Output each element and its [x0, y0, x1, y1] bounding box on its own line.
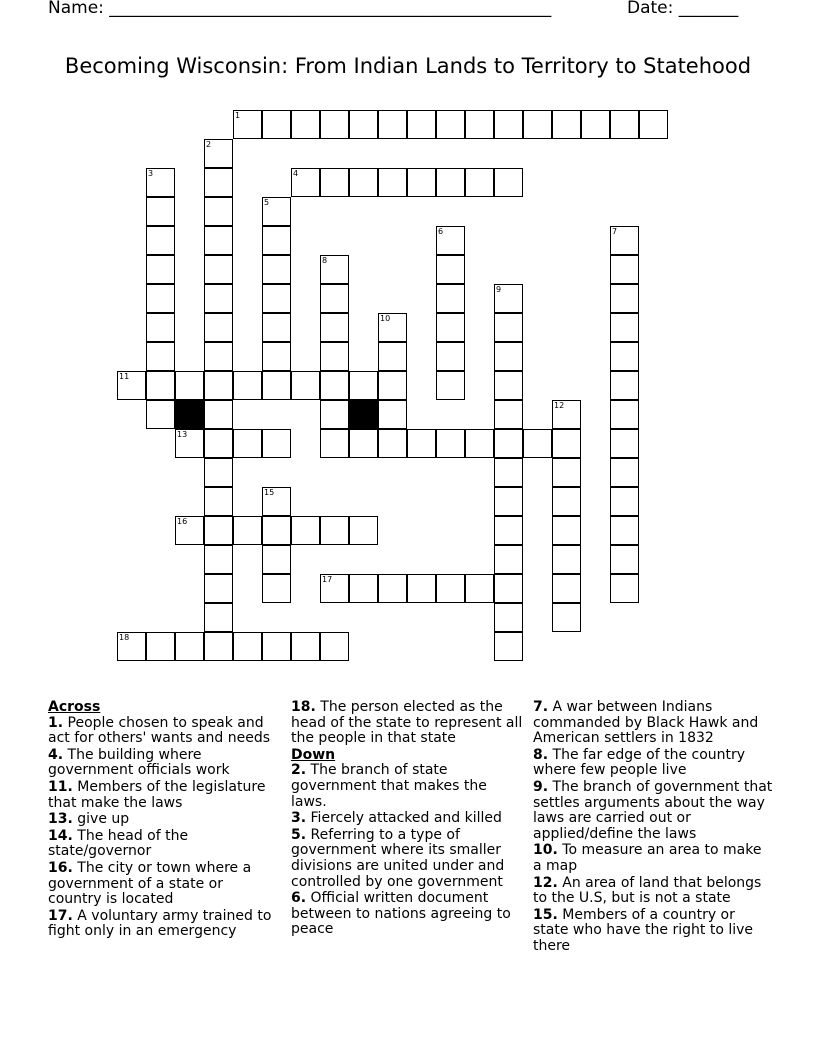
- grid-cell[interactable]: [146, 168, 175, 197]
- grid-cell[interactable]: [262, 313, 291, 342]
- grid-cell[interactable]: [610, 255, 639, 284]
- grid-cell[interactable]: [204, 284, 233, 313]
- clue-down-7: 7. A war between Indians commanded by Black Hawk and American settlers in 1832: [533, 699, 759, 747]
- grid-cell[interactable]: [291, 110, 320, 139]
- clue-down-3: 3. Fiercely attacked and killed: [291, 810, 502, 827]
- grid-cell[interactable]: [494, 458, 523, 487]
- grid-cell[interactable]: [610, 110, 639, 139]
- grid-cell[interactable]: [204, 487, 233, 516]
- grid-cell[interactable]: [146, 632, 175, 661]
- grid-cell[interactable]: [291, 371, 320, 400]
- grid-cell[interactable]: [175, 371, 204, 400]
- clue-across-1: 1. People chosen to speak and act for others' wants and needs: [48, 714, 271, 747]
- cell-number: 6: [438, 227, 444, 236]
- grid-cell[interactable]: [204, 603, 233, 632]
- grid-cell[interactable]: [610, 429, 639, 458]
- grid-cell[interactable]: [262, 284, 291, 313]
- grid-cell[interactable]: [146, 313, 175, 342]
- grid-cell[interactable]: [610, 342, 639, 371]
- across-heading: Across: [48, 699, 101, 715]
- grid-cell[interactable]: [552, 603, 581, 632]
- grid-cell[interactable]: [146, 371, 175, 400]
- grid-cell[interactable]: [204, 255, 233, 284]
- grid-cell[interactable]: [146, 255, 175, 284]
- clue-down-5: 5. Referring to a type of government where its smaller divisions are united under and controlled by one government: [291, 826, 505, 890]
- grid-cell[interactable]: [204, 400, 233, 429]
- grid-cell[interactable]: [320, 313, 349, 342]
- grid-cell[interactable]: [436, 342, 465, 371]
- grid-cell[interactable]: [320, 371, 349, 400]
- grid-cell[interactable]: [262, 545, 291, 574]
- grid-cell[interactable]: [320, 284, 349, 313]
- cell-number: 13: [177, 430, 188, 439]
- date-label: Date:: [627, 0, 674, 18]
- grid-cell[interactable]: [291, 516, 320, 545]
- name-label: Name:: [48, 0, 104, 18]
- cell-number: 8: [322, 256, 328, 265]
- clues-column-1: [48, 700, 280, 941]
- grid-cell[interactable]: [465, 110, 494, 139]
- grid-cell[interactable]: [465, 574, 494, 603]
- grid-cell[interactable]: [436, 168, 465, 197]
- grid-cell[interactable]: [610, 313, 639, 342]
- grid-cell[interactable]: [494, 284, 523, 313]
- grid-cell[interactable]: [465, 429, 494, 458]
- clue-down-8: 8. The far edge of the country where few people live: [533, 746, 746, 779]
- cell-number: 12: [554, 401, 565, 410]
- grid-cell[interactable]: [204, 574, 233, 603]
- clue-across-17: 17. A voluntary army trained to fight only in an emergency: [48, 907, 272, 940]
- grid-cell[interactable]: [378, 313, 407, 342]
- grid-cell[interactable]: [320, 400, 349, 429]
- grid-cell[interactable]: [262, 110, 291, 139]
- grid-cell[interactable]: [523, 110, 552, 139]
- grid-cell[interactable]: [204, 516, 233, 545]
- grid-cell[interactable]: [262, 574, 291, 603]
- grid-cell[interactable]: [233, 516, 262, 545]
- grid-cell[interactable]: [494, 574, 523, 603]
- clue-down-10: 10. To measure an area to make a map: [533, 842, 762, 874]
- grid-cell[interactable]: [349, 371, 378, 400]
- grid-cell[interactable]: [610, 487, 639, 516]
- clues-column-2: [291, 700, 526, 939]
- grid-cell[interactable]: [494, 545, 523, 574]
- clue-down-2: 2. The branch of state government that makes the laws.: [291, 762, 487, 810]
- grid-cell[interactable]: [320, 516, 349, 545]
- grid-cell[interactable]: [175, 516, 204, 545]
- clue-across-4: 4. The building where government officials work: [48, 746, 230, 779]
- cell-number: 9: [496, 285, 502, 294]
- clue-across-11: 11. Members of the legislature that make the laws: [48, 778, 266, 811]
- grid-cell[interactable]: [204, 371, 233, 400]
- grid-cell[interactable]: [494, 400, 523, 429]
- grid-cell[interactable]: [204, 139, 233, 168]
- grid-cell[interactable]: [262, 487, 291, 516]
- grid-cell[interactable]: [610, 516, 639, 545]
- grid-cell[interactable]: [146, 284, 175, 313]
- grid-cell[interactable]: [552, 110, 581, 139]
- grid-cell[interactable]: [204, 429, 233, 458]
- grid-cell[interactable]: [494, 429, 523, 458]
- clue-across-18: 18. The person elected as the head of the state to represent all the people in that state: [291, 699, 523, 747]
- clue-across-14: 14. The head of the state/governor: [48, 827, 189, 860]
- grid-cell[interactable]: [233, 632, 262, 661]
- grid-cell[interactable]: [320, 168, 349, 197]
- grid-cell[interactable]: [610, 458, 639, 487]
- grid-cell[interactable]: [262, 371, 291, 400]
- cell-number: 4: [293, 169, 299, 178]
- grid-cell[interactable]: [204, 632, 233, 661]
- cell-number: 15: [264, 488, 275, 497]
- grid-cell[interactable]: [378, 400, 407, 429]
- grid-cell[interactable]: [291, 168, 320, 197]
- cell-number: 16: [177, 517, 188, 526]
- grid-cell[interactable]: [262, 429, 291, 458]
- grid-cell[interactable]: [320, 429, 349, 458]
- clue-down-9: 9. The branch of government that settles arguments about the way laws are carried out or applied/define the laws: [533, 778, 773, 842]
- clue-down-6: 6. Official written document between to nations agreeing to peace: [291, 890, 511, 938]
- grid-cell[interactable]: [262, 516, 291, 545]
- cell-number: 11: [119, 372, 130, 381]
- grid-cell[interactable]: [407, 168, 436, 197]
- grid-cell[interactable]: [349, 429, 378, 458]
- grid-cell[interactable]: [320, 574, 349, 603]
- grid-cell[interactable]: [581, 110, 610, 139]
- clue-across-13: 13. give up: [48, 811, 130, 828]
- grid-cell[interactable]: [494, 632, 523, 661]
- grid-cell[interactable]: [494, 313, 523, 342]
- black-cell: [175, 400, 204, 429]
- clue-across-16: 16. The city or town where a government of a state or country is located: [48, 859, 252, 908]
- grid-cell[interactable]: [204, 226, 233, 255]
- down-heading: Down: [291, 746, 336, 763]
- grid-cell[interactable]: [262, 342, 291, 371]
- grid-cell[interactable]: [436, 226, 465, 255]
- cell-number: 1: [235, 111, 241, 120]
- grid-cell[interactable]: [610, 545, 639, 574]
- grid-cell[interactable]: [407, 429, 436, 458]
- grid-cell[interactable]: [349, 574, 378, 603]
- grid-cell[interactable]: [233, 429, 262, 458]
- black-cell: [349, 400, 378, 429]
- cell-number: 18: [119, 633, 130, 642]
- grid-cell[interactable]: [552, 545, 581, 574]
- cell-number: 3: [148, 169, 154, 178]
- grid-cell[interactable]: [378, 168, 407, 197]
- grid-cell[interactable]: [552, 487, 581, 516]
- name-line: ____________________________________________________: [109, 0, 552, 18]
- grid-cell[interactable]: [204, 168, 233, 197]
- grid-cell[interactable]: [349, 516, 378, 545]
- grid-cell[interactable]: [494, 110, 523, 139]
- grid-cell[interactable]: [552, 516, 581, 545]
- grid-cell[interactable]: [146, 226, 175, 255]
- grid-cell[interactable]: [204, 545, 233, 574]
- clues-column-3: [533, 700, 773, 956]
- grid-cell[interactable]: [117, 632, 146, 661]
- grid-cell[interactable]: [436, 371, 465, 400]
- grid-cell[interactable]: [320, 255, 349, 284]
- cell-number: 5: [264, 198, 270, 207]
- cell-number: 7: [612, 227, 618, 236]
- grid-cell[interactable]: [146, 400, 175, 429]
- grid-cell[interactable]: [494, 516, 523, 545]
- grid-cell[interactable]: [233, 110, 262, 139]
- date-line: _______: [678, 0, 739, 18]
- grid-cell[interactable]: [349, 168, 378, 197]
- grid-cell[interactable]: [378, 342, 407, 371]
- page-title: Becoming Wisconsin: From Indian Lands to Territory to Statehood: [64, 54, 752, 78]
- grid-cell[interactable]: [436, 255, 465, 284]
- grid-cell[interactable]: [233, 371, 262, 400]
- grid-cell[interactable]: [146, 197, 175, 226]
- grid-cell[interactable]: [552, 429, 581, 458]
- grid-cell[interactable]: [146, 342, 175, 371]
- grid-cell[interactable]: [204, 197, 233, 226]
- cell-number: 10: [380, 314, 391, 323]
- grid-cell[interactable]: [436, 313, 465, 342]
- grid-cell[interactable]: [117, 371, 146, 400]
- grid-cell[interactable]: [494, 487, 523, 516]
- grid-cell[interactable]: [610, 226, 639, 255]
- grid-cell[interactable]: [204, 342, 233, 371]
- grid-cell[interactable]: [436, 429, 465, 458]
- grid-cell[interactable]: [610, 574, 639, 603]
- grid-cell[interactable]: [494, 603, 523, 632]
- grid-cell[interactable]: [552, 458, 581, 487]
- grid-cell[interactable]: [175, 429, 204, 458]
- grid-cell[interactable]: [436, 110, 465, 139]
- grid-cell[interactable]: [378, 574, 407, 603]
- grid-cell[interactable]: [378, 429, 407, 458]
- grid-cell[interactable]: [320, 342, 349, 371]
- grid-cell[interactable]: [494, 342, 523, 371]
- cell-number: 17: [322, 575, 333, 584]
- grid-cell[interactable]: [639, 110, 668, 139]
- grid-cell[interactable]: [320, 110, 349, 139]
- grid-cell[interactable]: [407, 574, 436, 603]
- grid-cell[interactable]: [465, 168, 494, 197]
- grid-cell[interactable]: [552, 574, 581, 603]
- grid-cell[interactable]: [262, 255, 291, 284]
- grid-cell[interactable]: [175, 632, 204, 661]
- grid-cell[interactable]: [378, 371, 407, 400]
- grid-cell[interactable]: [436, 284, 465, 313]
- grid-cell[interactable]: [204, 313, 233, 342]
- grid-cell[interactable]: [407, 110, 436, 139]
- grid-cell[interactable]: [610, 400, 639, 429]
- grid-cell[interactable]: [291, 632, 320, 661]
- grid-cell[interactable]: [610, 284, 639, 313]
- clue-down-12: 12. An area of land that belongs to the U.S, but is not a state: [533, 874, 762, 907]
- grid-cell[interactable]: [378, 110, 407, 139]
- grid-cell[interactable]: [494, 371, 523, 400]
- grid-cell[interactable]: [523, 429, 552, 458]
- clue-down-15: 15. Members of a country or state who have the right to live there: [533, 906, 754, 954]
- grid-cell[interactable]: [552, 400, 581, 429]
- grid-cell[interactable]: [262, 226, 291, 255]
- grid-cell[interactable]: [436, 574, 465, 603]
- grid-cell[interactable]: [610, 371, 639, 400]
- grid-cell[interactable]: [262, 197, 291, 226]
- grid-cell[interactable]: [349, 110, 378, 139]
- grid-cell[interactable]: [494, 168, 523, 197]
- cell-number: 2: [206, 140, 212, 149]
- grid-cell[interactable]: [320, 632, 349, 661]
- grid-cell[interactable]: [204, 458, 233, 487]
- grid-cell[interactable]: [262, 632, 291, 661]
